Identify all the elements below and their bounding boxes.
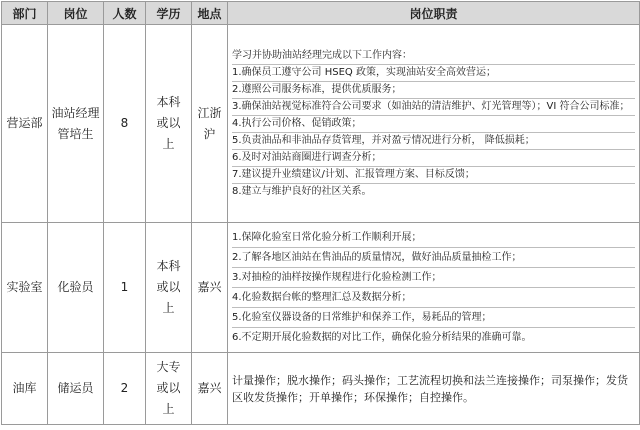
count-cell [104, 353, 146, 425]
duties-cell [228, 353, 640, 425]
education-text: 上 [162, 137, 175, 151]
header-location: 地点 [192, 2, 228, 25]
count-text: 8 [120, 116, 129, 130]
position-text: 油站经理 [51, 105, 100, 120]
education-text: 或以 [156, 280, 181, 294]
location-cell [192, 223, 228, 353]
duty-line: 3.确保油站视觉标准符合公司要求（如油站的清洁维护、灯光管理等）；VI 符合公司标准； [232, 99, 635, 116]
location-text: 嘉兴 [197, 280, 222, 294]
position-text: 化验员 [57, 280, 94, 294]
header-education: 学历 [146, 2, 192, 25]
education-text: 上 [162, 402, 175, 416]
table-row [2, 25, 640, 223]
education-text: 上 [162, 301, 175, 315]
duty-line: 7.建议提升业绩建议/计划、汇报管理方案、目标反馈； [232, 167, 635, 184]
location-cell [192, 353, 228, 425]
duty-line: 6.不定期开展化验数据的对比工作，确保化验分析结果的准确可靠。 [232, 332, 532, 343]
count-cell [104, 25, 146, 223]
duty-line: 3.对抽检的油样按操作规程进行化验检测工作； [232, 268, 635, 288]
count-text: 2 [120, 381, 129, 395]
duty-line: 4.化验数据台帐的整理汇总及数据分析； [232, 288, 635, 308]
duty-line: 1.保障化验室日常化验分析工作顺利开展； [232, 228, 635, 248]
duty-line: 学习并协助油站经理完成以下工作内容： [232, 48, 635, 65]
dept-text: 实验室 [6, 280, 43, 294]
duty-line: 8.建立与维护良好的社区关系。 [232, 185, 372, 197]
position-text: 储运员 [57, 381, 94, 395]
header-position: 岗位 [48, 2, 104, 25]
dept-cell [2, 223, 48, 353]
duty-line: 1.确保员工遵守公司 HSEQ 政策，实现油站安全高效营运； [232, 65, 635, 82]
duty-line: 2.遵照公司服务标准，提供优质服务； [232, 82, 635, 99]
location-text: 嘉兴 [197, 381, 222, 395]
education-text: 本科 [156, 259, 181, 273]
position-cell [48, 223, 104, 353]
header-count: 人数 [104, 2, 146, 25]
dept-text: 营运部 [6, 116, 43, 130]
education-cell [146, 25, 192, 223]
duty-line: 5.负责油品和非油品存货管理，并对盈亏情况进行分析， 降低损耗； [232, 133, 635, 150]
position-cell [48, 353, 104, 425]
education-text: 或以 [156, 116, 181, 130]
location-cell [192, 25, 228, 223]
count-cell [104, 223, 146, 353]
job-table [1, 1, 640, 425]
duty-line: 5.化验室仪器设备的日常维护和保养工作，易耗品的管理； [232, 308, 635, 328]
education-text: 或以 [156, 381, 181, 395]
dept-text: 油库 [12, 381, 37, 395]
education-cell [146, 223, 192, 353]
duty-line: 6.及时对油站商圈进行调查分析； [232, 150, 635, 167]
education-text: 大专 [156, 360, 181, 374]
dept-cell [2, 353, 48, 425]
duty-line: 2.了解各地区油站在售油品的质量情况，做好油品质量抽检工作； [232, 248, 635, 268]
header-row [2, 2, 640, 25]
education-text: 本科 [156, 95, 181, 109]
table-row [2, 353, 640, 425]
dept-cell [2, 25, 48, 223]
table-row [2, 223, 640, 353]
education-cell [146, 353, 192, 425]
duty-line: 4.执行公司价格、促销政策； [232, 116, 635, 133]
location-text: 江浙 [197, 105, 222, 120]
count-text: 1 [120, 280, 129, 294]
position-text: 管培生 [57, 126, 94, 141]
duty-line: 计量操作；脱水操作；码头操作；工艺流程切换和法兰连接操作；司泵操作；发货区收发货操作；开单操作；环保操作；自控操作。 [232, 373, 628, 404]
duties-cell [228, 25, 640, 223]
location-text: 沪 [203, 126, 216, 141]
header-dept: 部门 [2, 2, 48, 25]
duties-cell [228, 223, 640, 353]
position-cell [48, 25, 104, 223]
header-duties: 岗位职责 [228, 2, 640, 25]
